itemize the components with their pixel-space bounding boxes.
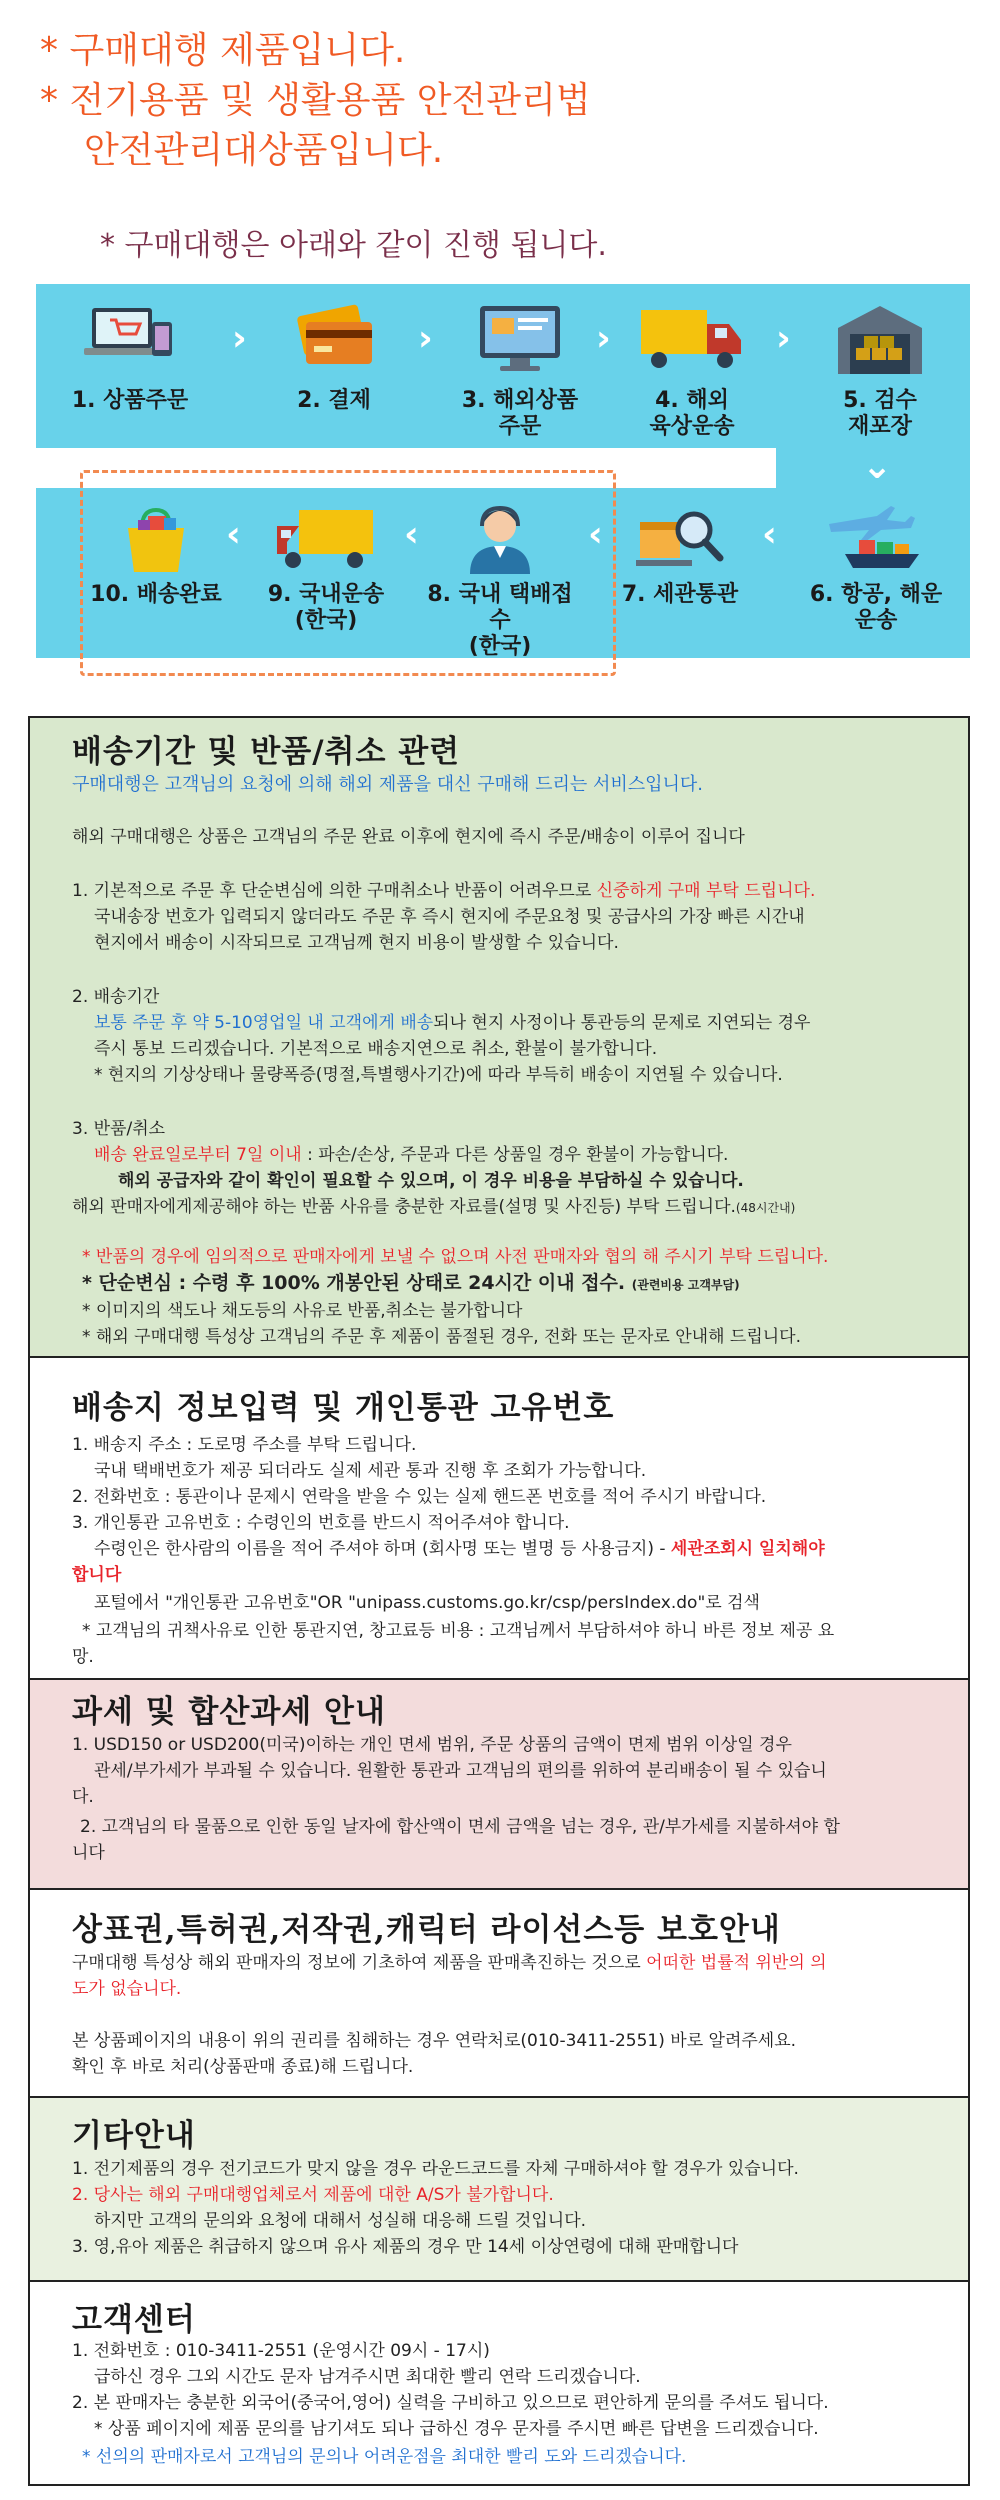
step-label: 2. 결제 <box>297 388 371 413</box>
cost-notice: 망. <box>72 1647 94 1667</box>
step-label: 9. 국내운송 (한국) <box>267 582 385 633</box>
return-evidence-time: (48시간내) <box>735 1201 796 1215</box>
address-line <box>94 1536 825 1562</box>
step-air-sea <box>796 502 956 634</box>
etc-line: 1. 전기제품의 경우 전기코드가 맞지 않을 경우 라운드코드를 자체 구매하셔야 할 경우가 있습니다. <box>72 2159 799 2179</box>
tax-line: 관세/부가세가 부과될 수 있습니다. 원활한 통관과 고객님의 편의를 위하여 분리배송이 될 수 있습니 <box>94 1761 827 1781</box>
step-customs <box>600 502 760 608</box>
return-supplier-note: 해외 공급자와 같이 확인이 필요할 수 있으며, 이 경우 비용을 부담하실 수 있습니다. <box>118 1171 744 1191</box>
plane-ship-icon <box>821 502 931 574</box>
policy-text: 1. 기본적으로 주문 후 단순변심에 의한 구매취소나 반품이 어려우므로 <box>72 881 597 901</box>
soldout-note: * 해외 구매대행 특성상 고객님의 주문 후 제품이 품절된 경우, 전화 또는 문자로 안내해 드립니다. <box>82 1327 801 1347</box>
ip-highlight: 도가 없습니다. <box>72 1979 182 1999</box>
section-title: 상표권,특허권,저작권,캐릭터 라이선스등 보호안내 <box>72 1912 781 1948</box>
step-label: 7. 세관통관 <box>621 582 739 607</box>
tax-line: 1. USD150 or USD200(미국)이하는 개인 면세 범위, 주문 상품의 금액이 면제 범위 이상일 경우 <box>72 1735 792 1755</box>
cost-notice: * 고객님의 귀책사유로 인한 통관지연, 창고료등 비용 : 고객님께서 부담하셔야 하니 바른 정보 제공 요 <box>82 1621 835 1641</box>
return-highlight: 배송 완료일로부터 7일 이내 <box>94 1145 302 1165</box>
address-customs-section <box>28 1356 970 1680</box>
return-evidence-text: 해외 판매자에게제공해야 하는 반품 사유를 충분한 자료를(설명 및 사진등) 부탁 드립니다. <box>72 1197 736 1217</box>
tax-line: 니다 <box>72 1843 105 1863</box>
warehouse-icon <box>832 300 928 380</box>
chevron-right-icon: › <box>776 318 791 359</box>
delivery-period-text: 즉시 통보 드리겠습니다. 기본적으로 배송지연으로 취소, 환불이 불가합니다. <box>94 1039 658 1059</box>
return-detail: : 파손/손상, 주문과 다른 상품일 경우 환불이 가능합니다. <box>301 1145 729 1165</box>
policy-1-detail: 현지에서 배송이 시작되므로 고객님께 현지 비용이 발생할 수 있습니다. <box>94 933 619 953</box>
return-warning: * 반품의 경우에 임의적으로 판매자에게 보낼 수 없으며 사전 판매자와 협의 해 주시기 부탁 드립니다. <box>82 1247 829 1267</box>
address-line: 2. 전화번호 : 통관이나 문제시 연락을 받을 수 있는 실제 핸드폰 번호를 적어 주시기 바랍니다. <box>72 1487 767 1507</box>
phone-line: 1. 전화번호 : 010-3411-2551 (운영시간 09시 - 17시) <box>72 2341 490 2361</box>
etc-line: 하지만 고객의 문의와 요청에 대해서 성실해 대응해 드릴 것입니다. <box>94 2211 587 2231</box>
color-note: * 이미지의 색도나 채도등의 사유로 반품,취소는 불가합니다 <box>82 1301 523 1321</box>
cs-line: * 상품 페이지에 제품 문의를 남기셔도 되나 급하신 경우 문자를 주시면 빠른 답변을 드리겠습니다. <box>94 2419 819 2439</box>
simple-change-note <box>82 1270 740 1298</box>
ip-text: 구매대행 특성상 해외 판매자의 정보에 기초하여 제품을 판매촉진하는 것으로 <box>72 1953 647 1973</box>
operator-icon <box>452 502 548 574</box>
truck-icon <box>271 502 381 574</box>
section-title: 고객센터 <box>72 2302 196 2338</box>
delivery-highlight: 보통 주문 후 약 5-10영업일 내 고객에게 배송 <box>94 1013 434 1033</box>
return-text <box>94 1142 728 1168</box>
chevron-left-icon: ‹ <box>404 514 419 555</box>
step-delivered <box>76 502 236 608</box>
simple-change-cost: (관련비용 고객부담) <box>631 1278 740 1292</box>
chevron-right-icon: › <box>232 318 247 359</box>
chevron-right-icon: › <box>596 318 611 359</box>
address-highlight: 세관조회시 일치해야 <box>670 1539 825 1559</box>
address-line: 3. 개인통관 고유번호 : 수령인의 번호를 반드시 적어주셔야 합니다. <box>72 1513 570 1533</box>
ip-line: 본 상품페이지의 내용이 위의 권리를 침해하는 경우 연락처로(010-3411-2551) 바로 알려주세요. <box>72 2031 797 2051</box>
truck-icon <box>637 300 747 380</box>
simple-change-text: * 단순변심 : 수령 후 100% 개봉안된 상태로 24시간 이내 접수. <box>82 1272 626 1294</box>
shipping-return-section <box>28 716 970 1358</box>
process-subtitle: * 구매대행은 아래와 같이 진행 됩니다. <box>100 228 607 263</box>
address-line: 1. 배송지 주소 : 도로명 주소를 부탁 드립니다. <box>72 1435 417 1455</box>
step-label: 3. 해외상품 주문 <box>461 388 579 439</box>
service-intro: 구매대행은 고객님의 요청에 의해 해외 제품을 대신 구매해 드리는 서비스입니다. <box>72 774 704 795</box>
chevron-left-icon: ‹ <box>762 514 777 555</box>
step-overseas-order <box>440 300 600 440</box>
ip-highlight: 어떠한 법률적 위반의 의 <box>646 1953 827 1973</box>
step-domestic-courier <box>420 502 580 660</box>
tax-section <box>28 1678 970 1890</box>
tax-line: 2. 고객님의 타 물품으로 인한 동일 날자에 합산액이 면세 금액을 넘는 경우, 관/부가세를 지불하셔야 합 <box>80 1817 840 1837</box>
overview-text: 해외 구매대행은 상품은 고객님의 주문 완료 이후에 현지에 즉시 주문/배송이 이루어 집니다 <box>72 827 745 847</box>
address-line: 국내 택배번호가 제공 되더라도 실제 세관 통과 진행 후 조회가 가능합니다. <box>94 1461 647 1481</box>
step-label: 5. 검수 재포장 <box>843 388 917 439</box>
section-title: 배송기간 및 반품/취소 관련 <box>72 734 461 770</box>
section-title: 배송지 정보입력 및 개인통관 고유번호 <box>72 1390 615 1426</box>
chevron-down-icon: ⌄ <box>862 446 893 487</box>
step-inspect-repack <box>800 300 960 440</box>
no-as-notice: 2. 당사는 해외 구매대행업체로서 제품에 대한 A/S가 불가합니다. <box>72 2185 554 2205</box>
step-domestic-transport <box>246 502 406 634</box>
ip-protection-section <box>28 1888 970 2098</box>
delivery-period-heading: 2. 배송기간 <box>72 987 160 1007</box>
section-title: 과세 및 합산과세 안내 <box>72 1694 386 1730</box>
laptop-cart-icon <box>82 300 178 380</box>
chevron-left-icon: ‹ <box>226 514 241 555</box>
ip-line: 확인 후 바로 처리(상품판매 종료)해 드립니다. <box>72 2057 414 2077</box>
delivery-period-text <box>94 1010 810 1036</box>
cs-line: 2. 본 판매자는 충분한 외국어(중국어,영어) 실력을 구비하고 있으므로 편안하게 문의를 주셔도 됩니다. <box>72 2393 829 2413</box>
chevron-left-icon: ‹ <box>588 514 603 555</box>
step-label: 10. 배송완료 <box>90 582 222 607</box>
step-payment <box>254 300 414 414</box>
etc-section <box>28 2096 970 2282</box>
section-title: 기타안내 <box>72 2118 196 2154</box>
policy-highlight: 신중하게 구매 부탁 드립니다. <box>596 881 816 901</box>
delivery-period-note: * 현지의 기상상태나 물량폭증(명절,특별행사기간)에 따라 부득히 배송이 지연될 수 있습니다. <box>94 1065 783 1085</box>
cs-line: 급하신 경우 그외 시간도 문자 남겨주시면 최대한 빨리 연락 드리겠습니다. <box>94 2367 641 2387</box>
step-order <box>50 300 210 414</box>
delivery-text: 되나 현지 사정이나 통관등의 문제로 지연되는 경우 <box>433 1013 811 1033</box>
step-label: 1. 상품주문 <box>71 388 189 413</box>
policy-1 <box>72 878 815 904</box>
chevron-right-icon: › <box>418 318 433 359</box>
return-evidence-note <box>72 1194 795 1221</box>
customs-inspection-icon <box>632 502 728 574</box>
notice-purchase-agency: * 구매대행 제품입니다. <box>40 30 406 71</box>
step-overseas-land <box>612 300 772 440</box>
step-label: 6. 항공, 해운 운송 <box>809 582 943 633</box>
customer-center-section <box>28 2280 970 2486</box>
address-highlight: 합니다 <box>72 1565 122 1585</box>
shopping-bag-icon <box>108 502 204 574</box>
return-heading: 3. 반품/취소 <box>72 1119 166 1139</box>
credit-card-icon <box>286 300 382 380</box>
tax-line: 다. <box>72 1787 94 1807</box>
address-text: 수령인은 한사람의 이름을 적어 주셔야 하며 (회사명 또는 별명 등 사용금지) - <box>94 1539 671 1559</box>
etc-line: 3. 영,유아 제품은 취급하지 않으며 유사 제품의 경우 만 14세 이상연령에 대해 판매합니다 <box>72 2237 739 2257</box>
notice-safety-law: * 전기용품 및 생활용품 안전관리법 <box>40 80 591 121</box>
unipass-search: 포털에서 "개인통관 고유번호"OR "unipass.customs.go.kr/csp/persIndex.do"로 검색 <box>94 1593 760 1613</box>
ip-line <box>72 1950 827 1976</box>
step-label: 4. 해외 육상운송 <box>649 388 735 439</box>
policy-1-detail: 국내송장 번호가 입력되지 않더라도 주문 후 즉시 현지에 주문요청 및 공급사의 가장 빠른 시간내 <box>94 907 805 927</box>
notice-safety-target: 안전관리대상품입니다. <box>84 130 444 171</box>
step-label: 8. 국내 택배접수 (한국) <box>427 582 573 659</box>
cs-promise: * 선의의 판매자로서 고객님의 문의나 어려운점을 최대한 빨리 도와 드리겠습니다. <box>82 2447 687 2467</box>
monitor-icon <box>472 300 568 380</box>
